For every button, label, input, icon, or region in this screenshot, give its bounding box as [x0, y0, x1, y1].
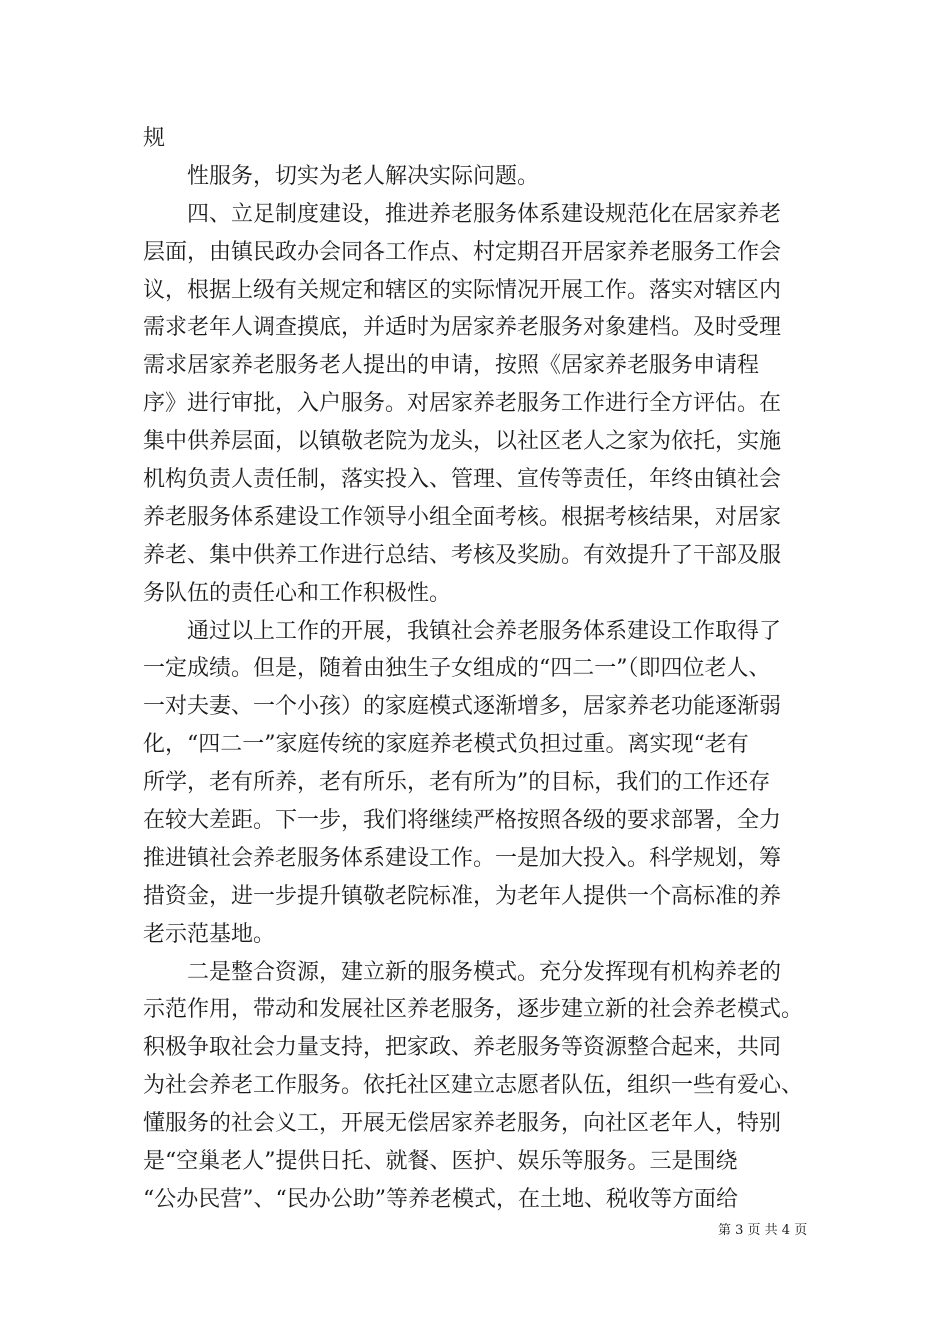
text-line: “公办民营”、“民办公助”等养老模式，在土地、税收等方面给 [143, 1186, 738, 1212]
text-line: 一对夫妻、一个小孩）的家庭模式逐渐增多，居家养老功能逐渐弱 [143, 694, 782, 720]
text-line: 化，“四二一”家庭传统的家庭养老模式负担过重。离实现“老有 [143, 732, 749, 758]
text-line: 一定成绩。但是，随着由独生子女组成的“四二一”（即四位老人、 [143, 656, 771, 682]
text-line: 养老、集中供养工作进行总结、考核及奖励。有效提升了干部及服 [143, 542, 782, 568]
text-line: 需求老年人调查摸底，并适时为居家养老服务对象建档。及时受理 [143, 315, 782, 341]
text-line: 议，根据上级有关规定和辖区的实际情况开展工作。落实对辖区内 [143, 277, 782, 303]
text-line: 序》进行审批，入户服务。对居家养老服务工作进行全方评估。在 [143, 391, 782, 417]
body-text [143, 120, 818, 1219]
text-line: 懂服务的社会义工，开展无偿居家养老服务，向社区老年人，特别 [143, 1111, 782, 1137]
text-line: 务队伍的责任心和工作积极性。 [143, 580, 452, 606]
page-number-footer: 第 3 页 共 4 页 [718, 1223, 808, 1238]
text-line: 通过以上工作的开展，我镇社会养老服务体系建设工作取得了 [187, 618, 782, 644]
text-line: 二是整合资源，建立新的服务模式。充分发挥现有机构养老的 [187, 959, 782, 985]
text-line: 为社会养老工作服务。依托社区建立志愿者队伍，组织一些有爱心、 [143, 1073, 804, 1099]
text-line: 层面，由镇民政办会同各工作点、村定期召开居家养老服务工作会 [143, 239, 782, 265]
text-line: 老示范基地。 [143, 921, 276, 947]
text-line: 集中供养层面，以镇敬老院为龙头，以社区老人之家为依托，实施 [143, 429, 782, 455]
text-line: 四、立足制度建设，推进养老服务体系建设规范化在居家养老 [187, 201, 782, 227]
text-line: 在较大差距。下一步，我们将继续严格按照各级的要求部署，全力 [143, 808, 782, 834]
text-line: 性服务，切实为老人解决实际问题。 [187, 163, 540, 189]
text-line: 是“空巢老人”提供日托、就餐、医护、娱乐等服务。三是围绕 [143, 1149, 738, 1175]
text-line: 推进镇社会养老服务体系建设工作。一是加大投入。科学规划，筹 [143, 845, 782, 871]
text-line: 所学，老有所养，老有所乐，老有所为”的目标，我们的工作还存 [143, 770, 771, 796]
text-line: 养老服务体系建设工作领导小组全面考核。根据考核结果，对居家 [143, 504, 782, 530]
text-line: 需求居家养老服务老人提出的申请，按照《居家养老服务申请程 [143, 353, 760, 379]
text-line: 示范作用，带动和发展社区养老服务，逐步建立新的社会养老模式。 [143, 997, 804, 1023]
text-line: 规 [143, 126, 166, 151]
text-line: 积极争取社会力量支持，把家政、养老服务等资源整合起来，共同 [143, 1035, 782, 1061]
text-line: 机构负责人责任制，落实投入、管理、宣传等责任，年终由镇社会 [143, 467, 782, 493]
text-line: 措资金，进一步提升镇敬老院标准，为老年人提供一个高标准的养 [143, 883, 782, 909]
